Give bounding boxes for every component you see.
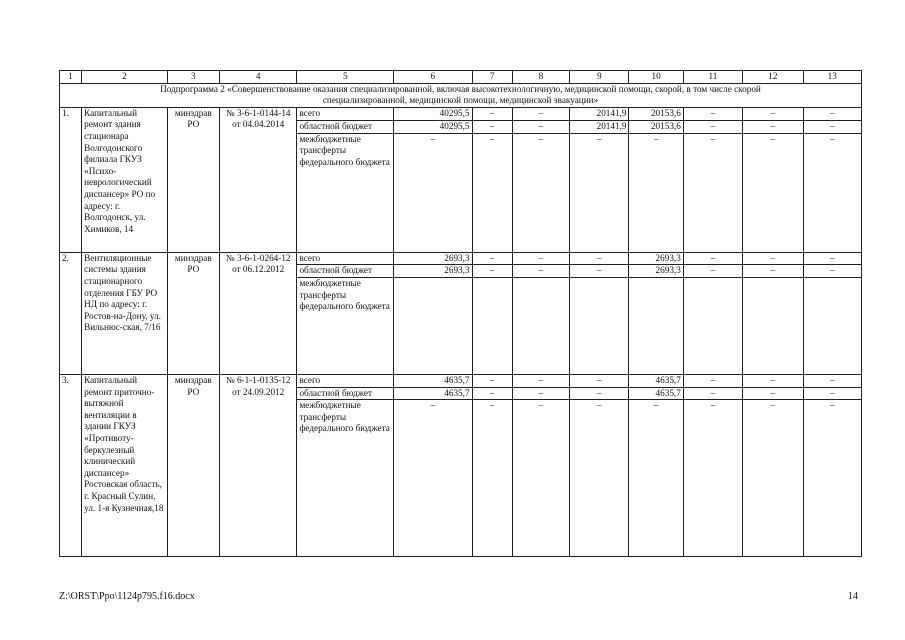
executor: минздрав РО <box>167 107 219 252</box>
source-label: межбюджетные трансферты федерального бюджета <box>297 133 394 252</box>
value-cell: 2693,3 <box>629 265 683 278</box>
document-date: от 24.09.2012 <box>232 386 285 397</box>
source-label: межбюджетные трансферты федерального бюджета <box>297 277 394 374</box>
value-cell: – <box>512 107 569 120</box>
subprogram-title: Подпрограмма 2 «Совершенствование оказания специализированной, включая высокотехнологичную, медицинской помощи, скорой, в том числе скорой специализированной, медицинской помощи, медицинской эвакуации» <box>60 83 862 107</box>
value-cell: – <box>512 120 569 133</box>
value-cell: – <box>512 400 569 557</box>
value-cell: 20141,9 <box>570 107 629 120</box>
column-number-row <box>60 71 862 84</box>
value-cell: – <box>570 374 629 387</box>
value-cell: – <box>683 120 742 133</box>
object-name: Капитальный ремонт здания стационара Волгодонского филиала ГКУЗ «Психо-неврологический диспансер» РО по адресу: г. Волгодонск, ул. Химиков, 14 <box>82 107 168 252</box>
object-name: Вентиляционные системы здания стационарного отделения ГБУ РО НД по адресу: г. Ростов-на-Дону, ул. Вильнюс-ская, 7/16 <box>82 252 168 374</box>
document-number: № 6-1-1-0135-12 <box>225 374 291 385</box>
col-number-cell: 9 <box>570 71 629 84</box>
value-cell: 4635,7 <box>629 387 683 400</box>
value-cell: 2693,3 <box>394 265 472 278</box>
col-number-cell: 3 <box>167 71 219 84</box>
page-number: 14 <box>848 591 858 602</box>
value-cell: 2693,3 <box>394 252 472 265</box>
value-cell: – <box>472 252 512 265</box>
value-cell: – <box>803 265 861 278</box>
value-cell: – <box>570 265 629 278</box>
executor: минздрав РО <box>167 374 219 556</box>
value-cell: – <box>683 387 742 400</box>
value-cell: – <box>743 400 803 557</box>
value-cell: – <box>512 374 569 387</box>
value-cell: – <box>803 120 861 133</box>
value-cell <box>512 277 569 374</box>
col-number-cell: 1 <box>60 71 82 84</box>
object-name: Капитальный ремонт приточно-вытяжной вентиляции в здании ГКУЗ «Противоту-беркулезный клинический диспансер» Ростовская область, г. Красный Сулин, ул. 1-я Кузнечная,18 <box>82 374 168 556</box>
col-number-cell: 6 <box>394 71 472 84</box>
col-number-cell: 7 <box>472 71 512 84</box>
value-cell: 20153,6 <box>629 120 683 133</box>
document-sheet <box>59 70 862 557</box>
value-cell: – <box>743 374 803 387</box>
value-cell: – <box>803 400 861 557</box>
value-cell: – <box>743 133 803 252</box>
value-cell: – <box>472 265 512 278</box>
value-cell: – <box>743 265 803 278</box>
value-cell: – <box>743 120 803 133</box>
source-label: областной бюджет <box>297 387 394 400</box>
source-label: областной бюджет <box>297 120 394 133</box>
col-number-cell: 13 <box>803 71 861 84</box>
value-cell: – <box>394 400 472 557</box>
document-date: от 04.04.2014 <box>232 119 285 130</box>
value-cell: – <box>743 107 803 120</box>
source-label: межбюджетные трансферты федерального бюджета <box>297 400 394 557</box>
value-cell: – <box>472 120 512 133</box>
value-cell <box>683 277 742 374</box>
value-cell <box>472 277 512 374</box>
value-cell: 4635,7 <box>629 374 683 387</box>
value-cell: – <box>743 387 803 400</box>
value-cell: – <box>629 400 683 557</box>
value-cell: – <box>472 374 512 387</box>
col-number-cell: 12 <box>743 71 803 84</box>
document-date: от 06.12.2012 <box>232 264 285 275</box>
value-cell <box>803 277 861 374</box>
source-label: всего <box>297 107 394 120</box>
value-cell: – <box>570 133 629 252</box>
value-cell: – <box>394 133 472 252</box>
value-cell: – <box>472 107 512 120</box>
value-cell <box>394 277 472 374</box>
document-cell <box>219 107 296 252</box>
financing-table <box>59 70 862 557</box>
table-row <box>60 374 862 387</box>
value-cell: – <box>512 387 569 400</box>
value-cell: – <box>683 133 742 252</box>
value-cell: – <box>472 133 512 252</box>
executor: минздрав РО <box>167 252 219 374</box>
value-cell: – <box>803 133 861 252</box>
value-cell: – <box>512 252 569 265</box>
value-cell: 20153,6 <box>629 107 683 120</box>
value-cell: – <box>683 400 742 557</box>
value-cell: – <box>570 252 629 265</box>
value-cell: – <box>803 387 861 400</box>
document-number: № 3-6-1-0144-14 <box>225 107 291 118</box>
col-number-cell: 11 <box>683 71 742 84</box>
value-cell: 2693,3 <box>629 252 683 265</box>
value-cell: – <box>512 265 569 278</box>
value-cell: – <box>683 374 742 387</box>
document-number: № 3-6-1-0264-12 <box>225 252 291 263</box>
value-cell: 20141,9 <box>570 120 629 133</box>
value-cell: – <box>683 107 742 120</box>
col-number-cell: 4 <box>219 71 296 84</box>
document-cell <box>219 252 296 374</box>
value-cell: 4635,7 <box>394 387 472 400</box>
value-cell: – <box>472 400 512 557</box>
value-cell: – <box>570 400 629 557</box>
row-number: 1. <box>60 107 82 252</box>
footer-file-path: Z:\ORST\Ppo\1124p795.f16.docx <box>59 591 195 602</box>
value-cell <box>743 277 803 374</box>
value-cell <box>629 277 683 374</box>
value-cell: – <box>512 133 569 252</box>
value-cell: 4635,7 <box>394 374 472 387</box>
value-cell: – <box>683 252 742 265</box>
col-number-cell: 2 <box>82 71 168 84</box>
value-cell: – <box>683 265 742 278</box>
source-label: всего <box>297 374 394 387</box>
table-row <box>60 252 862 265</box>
value-cell: – <box>803 374 861 387</box>
row-number: 2. <box>60 252 82 374</box>
value-cell <box>570 277 629 374</box>
document-cell <box>219 374 296 556</box>
source-label: всего <box>297 252 394 265</box>
subprogram-row <box>60 83 862 107</box>
value-cell: – <box>629 133 683 252</box>
value-cell: – <box>743 252 803 265</box>
source-label: областной бюджет <box>297 265 394 278</box>
value-cell: – <box>803 252 861 265</box>
value-cell: 40295,5 <box>394 107 472 120</box>
value-cell: – <box>803 107 861 120</box>
value-cell: – <box>472 387 512 400</box>
col-number-cell: 8 <box>512 71 569 84</box>
col-number-cell: 5 <box>297 71 394 84</box>
value-cell: 40295,5 <box>394 120 472 133</box>
value-cell: – <box>570 387 629 400</box>
col-number-cell: 10 <box>629 71 683 84</box>
row-number: 3. <box>60 374 82 556</box>
table-row <box>60 107 862 120</box>
